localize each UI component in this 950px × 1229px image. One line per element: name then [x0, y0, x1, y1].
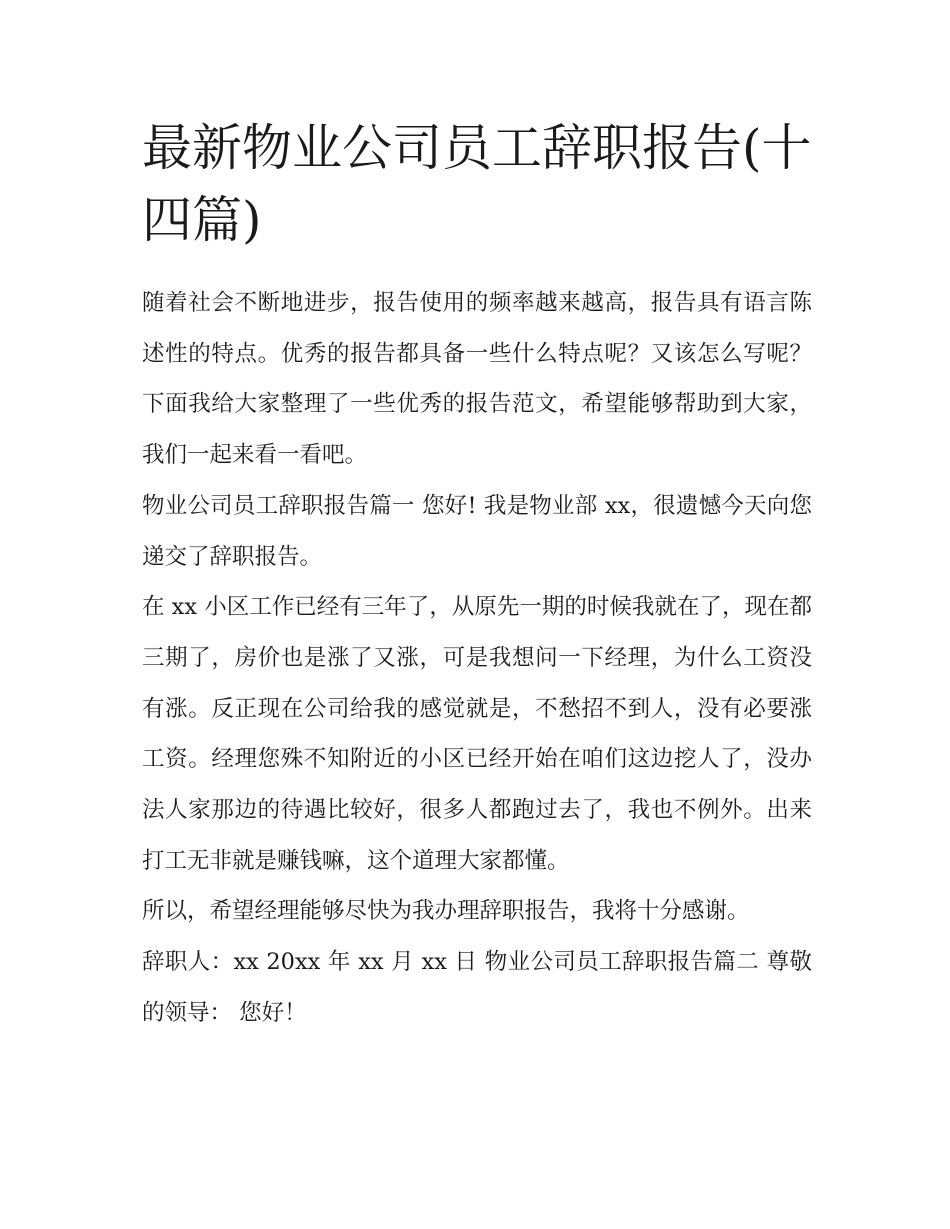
document-title: 最新物业公司员工辞职报告(十四篇): [142, 119, 812, 249]
document-body: [142, 278, 812, 1039]
paragraph-intro: 随着社会不断地进步，报告使用的频率越来越高，报告具有语言陈述性的特点。优秀的报告都具备一些什么特点呢？又该怎么写呢？下面我给大家整理了一些优秀的报告范文，希望能够帮助到大家，我们一起来看一看吧。: [142, 290, 812, 469]
paragraph-greeting: 物业公司员工辞职报告篇一 您好! 我是物业部 xx，很遗憾今天向您递交了辞职报告。: [142, 492, 812, 570]
paragraph-reason: 在 xx 小区工作已经有三年了，从原先一期的时候我就在了，现在都三期了，房价也是涨了又涨，可是我想问一下经理，为什么工资没有涨。反正现在公司给我的感觉就是，不愁招不到人，没有必要涨工资。经理您殊不知附近的小区已经开始在咱们这边挖人了，没办法人家那边的待遇比较好，很多人都跑过去了，我也不例外。出来打工无非就是赚钱嘛，这个道理大家都懂。: [142, 594, 812, 874]
paragraph-signature: 辞职人：xx 20xx 年 xx 月 xx 日 物业公司员工辞职报告篇二 尊敬的领导： 您好！: [142, 949, 812, 1026]
paragraph-request: 所以，希望经理能够尽快为我办理辞职报告，我将十分感谢。: [142, 898, 750, 925]
